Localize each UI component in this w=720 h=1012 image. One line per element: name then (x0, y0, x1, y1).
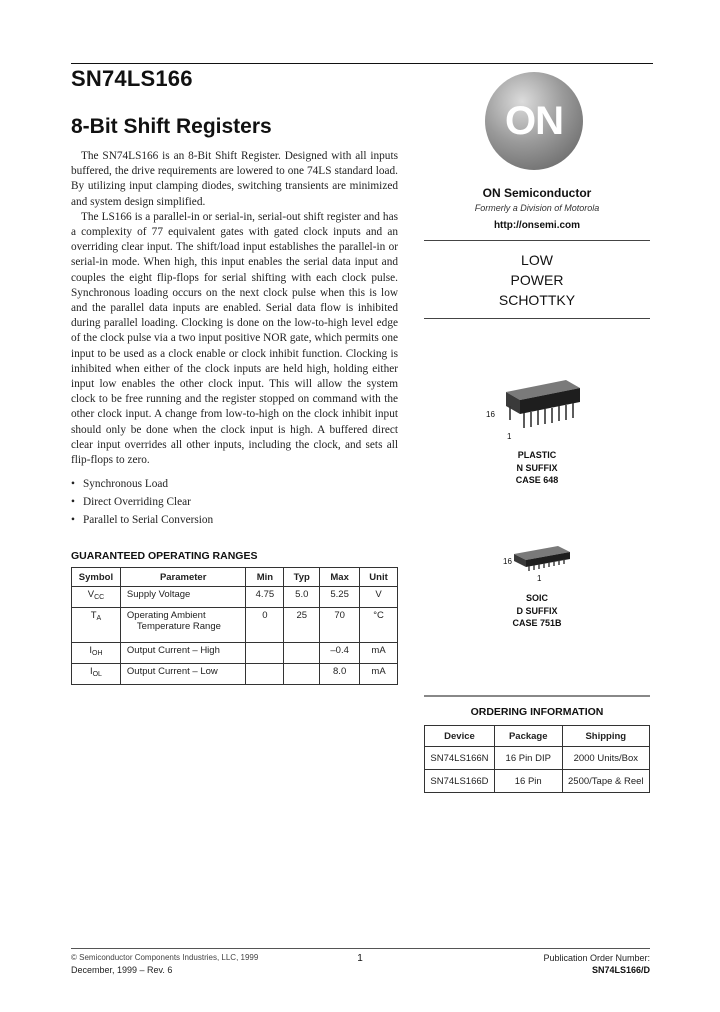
soic-package-icon (508, 540, 578, 574)
logic-family (424, 250, 650, 310)
parameter-line: Temperature Range (136, 621, 221, 632)
column-header: Package (494, 726, 562, 747)
symbol-subscript: CC (94, 594, 105, 601)
feature-item (71, 513, 401, 531)
package-line: CASE 751B (512, 618, 562, 628)
operating-ranges-title: GUARANTEED OPERATING RANGES (71, 550, 258, 562)
column-header: Device (425, 726, 495, 747)
part-number-title: SN74LS166 (71, 66, 193, 91)
package-line: SOIC (525, 593, 548, 603)
feature-label: Direct Overriding Clear (83, 496, 191, 508)
description-paragraph: The LS166 is a parallel-in or serial-in, serial-out shift register and has a complexity of 77 equivalent gates with gated clock inputs and an overriding clear input. The shift/load input establishes the parallel-in or serial-in mode. When high, this input enables the serial data input and couples the eight flip-flops for serial shifting with each clock pulse. Synchronous loading occurs on the next clock pulse when this is low and the parallel data inputs are enabled. Serial data flow is inhibited during parallel loading. Clocking is done on the low-to-high level edge of the clock pulse via a two input positive NOR gate, which permits one input to be used as a clock enable or clock inhibit function. Clocking is inhibited when either of the clock inputs are held high, holding either input low enables the other clock input. This will allow the system clock to be free running and the register stopped on command with the other clock input. A change from low-to-high on the clock inhibit input should only be done when the clock input is high. A buffered direct clear input overrides all other inputs, including the clock, and sets all flip-flops to zero. (71, 210, 398, 467)
package-cell: 16 Pin (494, 770, 562, 793)
symbol-subscript: OH (92, 650, 103, 657)
symbol-cell (72, 608, 121, 643)
dip-package-label (474, 449, 600, 487)
device-cell: SN74LS166N (425, 747, 495, 770)
description (71, 149, 398, 468)
symbol-subscript: A (96, 615, 102, 622)
package-line: PLASTIC (517, 450, 557, 460)
parameter-line: Operating Ambient (126, 610, 206, 621)
symbol-letter: V (87, 589, 95, 600)
pin-label: 1 (507, 432, 512, 441)
symbol-cell (72, 643, 121, 664)
pin-label: 16 (486, 410, 495, 419)
typ-cell (284, 664, 320, 685)
max-cell: 8.0 (320, 664, 360, 685)
bullet-icon: • (71, 514, 75, 526)
symbol-cell (72, 664, 121, 685)
family-line: POWER (510, 272, 564, 288)
max-cell: 70 (320, 608, 360, 643)
table-row (425, 747, 650, 770)
column-header: Symbol (72, 568, 121, 587)
typ-cell: 5.0 (284, 587, 320, 608)
parameter-cell: Output Current – Low (120, 664, 246, 685)
bullet-icon: • (71, 478, 75, 490)
shipping-cell: 2000 Units/Box (562, 747, 649, 770)
logo-text: ON (505, 99, 563, 143)
column-header: Typ (284, 568, 320, 587)
table-row (72, 664, 398, 685)
pin-label: 16 (503, 557, 512, 566)
table-header-row (425, 726, 650, 747)
symbol-cell (72, 587, 121, 608)
family-line: LOW (521, 252, 553, 268)
pin-label: 1 (537, 574, 542, 583)
company-subtitle: Formerly a Division of Motorola (474, 203, 600, 213)
symbol-letter: I (89, 645, 93, 656)
divider (424, 240, 650, 241)
feature-label: Parallel to Serial Conversion (83, 514, 214, 526)
soic-package-label (474, 592, 600, 630)
parameter-cell (120, 608, 246, 643)
typ-cell (284, 643, 320, 664)
column-header: Unit (360, 568, 398, 587)
divider (424, 695, 650, 697)
unit-cell: mA (360, 664, 398, 685)
package-line: N SUFFIX (516, 462, 558, 473)
max-cell: –0.4 (320, 643, 360, 664)
dip-package-icon (496, 378, 586, 440)
feature-label: Synchronous Load (83, 478, 169, 490)
revision-date: December, 1999 – Rev. 6 (71, 965, 173, 975)
operating-ranges-table (71, 567, 398, 685)
copyright: © Semiconductor Components Industries, LLC, 1999 (71, 953, 259, 962)
unit-cell: °C (360, 608, 398, 643)
divider (424, 318, 650, 319)
package-cell: 16 Pin DIP (494, 747, 562, 770)
ordering-table (424, 725, 650, 793)
family-line: SCHOTTKY (498, 292, 576, 308)
column-header: Max (320, 568, 360, 587)
table-row (72, 608, 398, 643)
table-row (72, 643, 398, 664)
description-paragraph: The SN74LS166 is an 8-Bit Shift Register. Designed with all inputs buffered, the drive requirements are lowered to one 74LS standard load. By utilizing input clamping diodes, switching transients are minimized and system design simplified. (71, 150, 398, 208)
website-link[interactable]: http://onsemi.com (493, 220, 581, 231)
publication-number: SN74LS166/D (591, 965, 650, 975)
feature-item (71, 495, 401, 513)
typ-cell: 25 (284, 608, 320, 643)
publication-label: Publication Order Number: (543, 953, 650, 963)
min-cell: 0 (246, 608, 284, 643)
table-row (72, 587, 398, 608)
min-cell (246, 664, 284, 685)
bullet-icon: • (71, 496, 75, 508)
feature-item (71, 477, 401, 495)
ordering-info-title: ORDERING INFORMATION (470, 706, 604, 718)
package-line: CASE 648 (515, 475, 559, 485)
min-cell (246, 643, 284, 664)
parameter-cell: Output Current – High (120, 643, 246, 664)
column-header: Shipping (562, 726, 649, 747)
symbol-letter: I (89, 666, 93, 677)
feature-list (71, 477, 401, 531)
max-cell: 5.25 (320, 587, 360, 608)
min-cell: 4.75 (246, 587, 284, 608)
page-number: 1 (357, 953, 363, 964)
table-row (425, 770, 650, 793)
symbol-subscript: OL (92, 671, 102, 678)
company-name: ON Semiconductor (482, 186, 592, 200)
shipping-cell: 2500/Tape & Reel (562, 770, 649, 793)
footer-divider (71, 948, 650, 949)
column-header: Parameter (120, 568, 246, 587)
column-header: Min (246, 568, 284, 587)
table-header-row (72, 568, 398, 587)
unit-cell: mA (360, 643, 398, 664)
unit-cell: V (360, 587, 398, 608)
parameter-cell: Supply Voltage (120, 587, 246, 608)
device-cell: SN74LS166D (425, 770, 495, 793)
title-rule (71, 63, 653, 64)
symbol-letter: T (90, 610, 97, 621)
package-line: D SUFFIX (516, 605, 558, 616)
document-title: 8-Bit Shift Registers (71, 115, 272, 138)
